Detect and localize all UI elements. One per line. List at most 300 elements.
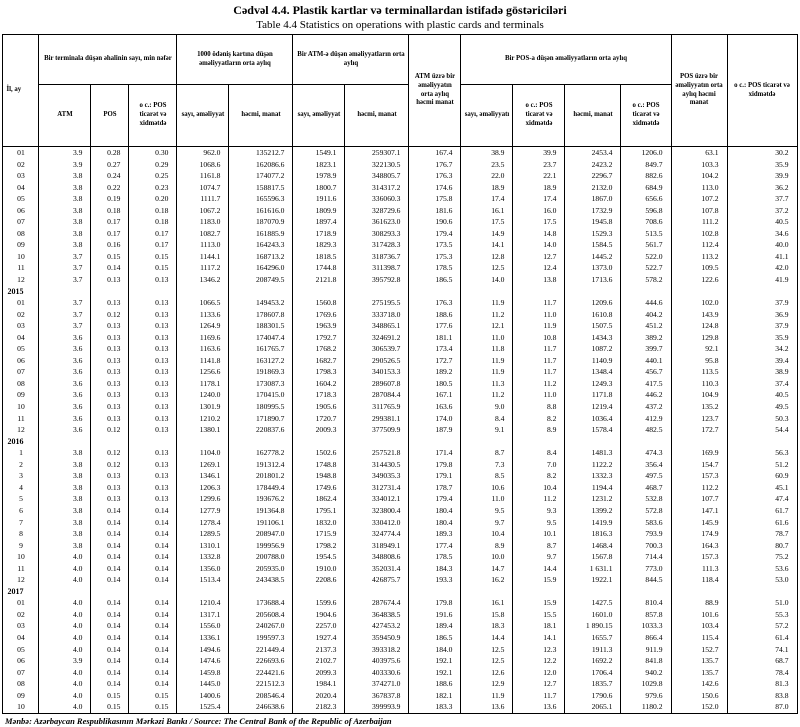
table-row — [3, 147, 797, 159]
value-cell: 189.2 — [409, 366, 461, 378]
value-cell: 23.7 — [513, 159, 565, 171]
value-cell: 340153.3 — [345, 366, 409, 378]
value-cell: 1798.3 — [293, 366, 345, 378]
value-cell: 9.5 — [461, 505, 513, 517]
value-cell: 3.9 — [39, 159, 91, 171]
value-cell: 0.14 — [129, 667, 177, 679]
value-cell: 240267.0 — [229, 620, 293, 632]
value-cell: 1310.1 — [177, 540, 229, 552]
value-cell: 1299.6 — [177, 493, 229, 505]
month-cell: 03 — [3, 320, 39, 332]
value-cell: 224421.6 — [229, 667, 293, 679]
value-cell: 12.4 — [513, 262, 565, 274]
value-cell: 1905.6 — [293, 401, 345, 413]
value-cell: 11.2 — [513, 378, 565, 390]
value-cell: 122.6 — [671, 274, 727, 286]
value-cell: 8.4 — [513, 447, 565, 459]
value-cell: 306539.7 — [345, 343, 409, 355]
value-cell: 0.18 — [129, 216, 177, 228]
header-oc-pos-terminal: o c.: POS ticarət və xidmətdə — [129, 85, 177, 147]
value-cell: 181.6 — [409, 205, 461, 217]
value-cell: 63.1 — [671, 147, 727, 159]
empty-cell — [461, 586, 513, 598]
value-cell: 15.9 — [513, 574, 565, 586]
value-cell: 53.6 — [727, 563, 797, 575]
month-cell: 11 — [3, 262, 39, 274]
value-cell: 1792.7 — [293, 332, 345, 344]
value-cell: 1832.0 — [293, 517, 345, 529]
value-cell: 3.6 — [39, 343, 91, 355]
value-cell: 1911.3 — [565, 644, 621, 656]
table-row — [3, 551, 797, 563]
value-cell: 1029.8 — [621, 678, 671, 690]
month-cell: 09 — [3, 389, 39, 401]
value-cell: 1604.2 — [293, 378, 345, 390]
empty-cell — [409, 436, 461, 448]
value-cell: 14.1 — [461, 239, 513, 251]
table-row — [3, 701, 797, 713]
value-cell: 0.12 — [91, 424, 129, 436]
value-cell: 2296.7 — [565, 170, 621, 182]
empty-cell — [513, 586, 565, 598]
value-cell: 3.7 — [39, 251, 91, 263]
value-cell: 0.15 — [129, 701, 177, 713]
value-cell: 208749.5 — [229, 274, 293, 286]
value-cell: 3.8 — [39, 182, 91, 194]
value-cell: 0.14 — [129, 540, 177, 552]
value-cell: 0.14 — [91, 609, 129, 621]
value-cell: 0.13 — [129, 401, 177, 413]
value-cell: 11.7 — [513, 343, 565, 355]
value-cell: 3.8 — [39, 205, 91, 217]
value-cell: 178.5 — [409, 262, 461, 274]
value-cell: 1356.0 — [177, 563, 229, 575]
value-cell: 158817.5 — [229, 182, 293, 194]
table-head — [3, 35, 797, 147]
value-cell: 102.8 — [671, 228, 727, 240]
value-cell: 193676.2 — [229, 493, 293, 505]
value-cell: 41.9 — [727, 274, 797, 286]
value-cell: 377509.9 — [345, 424, 409, 436]
value-cell: 0.13 — [129, 309, 177, 321]
table-row — [3, 482, 797, 494]
header-atm: ATM — [39, 85, 91, 147]
table-row — [3, 320, 797, 332]
value-cell: 113.0 — [671, 182, 727, 194]
value-cell: 417.5 — [621, 378, 671, 390]
value-cell: 0.29 — [129, 159, 177, 171]
month-cell: 4 — [3, 482, 39, 494]
value-cell: 3.8 — [39, 170, 91, 182]
value-cell: 1256.6 — [177, 366, 229, 378]
value-cell: 199956.9 — [229, 540, 293, 552]
month-cell: 11 — [3, 413, 39, 425]
value-cell: 0.13 — [91, 378, 129, 390]
value-cell: 11.2 — [461, 309, 513, 321]
value-cell: 12.9 — [461, 678, 513, 690]
value-cell: 149453.2 — [229, 297, 293, 309]
value-cell: 0.14 — [91, 574, 129, 586]
value-cell: 1289.5 — [177, 528, 229, 540]
value-cell: 22.0 — [461, 170, 513, 182]
value-cell: 0.13 — [91, 401, 129, 413]
value-cell: 34.6 — [727, 228, 797, 240]
value-cell: 88.9 — [671, 597, 727, 609]
value-cell: 1122.2 — [565, 459, 621, 471]
value-cell: 596.8 — [621, 205, 671, 217]
value-cell: 50.3 — [727, 413, 797, 425]
value-cell: 399993.9 — [345, 701, 409, 713]
value-cell: 51.2 — [727, 459, 797, 471]
value-cell: 0.12 — [91, 309, 129, 321]
value-cell: 1240.0 — [177, 389, 229, 401]
value-cell: 12.1 — [461, 320, 513, 332]
empty-cell — [621, 436, 671, 448]
value-cell: 0.14 — [129, 528, 177, 540]
empty-cell — [177, 286, 229, 298]
value-cell: 1373.0 — [565, 262, 621, 274]
value-cell: 168713.2 — [229, 251, 293, 263]
value-cell: 51.0 — [727, 597, 797, 609]
value-cell: 583.6 — [621, 517, 671, 529]
value-cell: 1206.3 — [177, 482, 229, 494]
header-pos: POS — [91, 85, 129, 147]
header-group-pos: Bir POS-a düşən əməliyyatların orta aylıq — [461, 35, 671, 85]
value-cell: 404.2 — [621, 309, 671, 321]
value-cell: 940.2 — [621, 667, 671, 679]
value-cell: 1336.1 — [177, 632, 229, 644]
value-cell: 810.4 — [621, 597, 671, 609]
value-cell: 1720.7 — [293, 413, 345, 425]
value-cell: 1513.4 — [177, 574, 229, 586]
value-cell: 446.2 — [621, 389, 671, 401]
value-cell: 393318.2 — [345, 644, 409, 656]
value-cell: 0.15 — [129, 262, 177, 274]
value-cell: 0.14 — [129, 597, 177, 609]
value-cell: 412.9 — [621, 413, 671, 425]
value-cell: 4.0 — [39, 644, 91, 656]
empty-cell — [229, 286, 293, 298]
empty-cell — [621, 286, 671, 298]
value-cell: 1113.0 — [177, 239, 229, 251]
header-oc-last: o c.: POS ticarət və xidmətdə — [727, 35, 797, 147]
value-cell: 191.6 — [409, 609, 461, 621]
value-cell: 1910.0 — [293, 563, 345, 575]
table-row — [3, 690, 797, 702]
value-cell: 1183.0 — [177, 216, 229, 228]
value-cell: 1904.6 — [293, 609, 345, 621]
value-cell: 176.3 — [409, 170, 461, 182]
value-cell: 1210.4 — [177, 597, 229, 609]
value-cell: 318949.1 — [345, 540, 409, 552]
month-cell: 12 — [3, 424, 39, 436]
value-cell: 3.6 — [39, 366, 91, 378]
value-cell: 684.9 — [621, 182, 671, 194]
value-cell: 348865.1 — [345, 320, 409, 332]
value-cell: 243438.5 — [229, 574, 293, 586]
value-cell: 3.8 — [39, 528, 91, 540]
value-cell: 17.5 — [513, 216, 565, 228]
value-cell: 0.13 — [129, 320, 177, 332]
value-cell: 180.4 — [409, 505, 461, 517]
empty-cell — [727, 586, 797, 598]
value-cell: 14.0 — [513, 239, 565, 251]
value-cell: 0.14 — [129, 517, 177, 529]
value-cell: 123.7 — [671, 413, 727, 425]
value-cell: 8.2 — [513, 413, 565, 425]
empty-cell — [671, 286, 727, 298]
value-cell: 1082.7 — [177, 228, 229, 240]
value-cell: 14.8 — [513, 228, 565, 240]
value-cell: 1945.8 — [565, 216, 621, 228]
value-cell: 95.8 — [671, 355, 727, 367]
value-cell: 183.3 — [409, 701, 461, 713]
header-oc-pos-sayi: o c.: POS ticarət və xidmətdə — [513, 85, 565, 147]
value-cell: 3.7 — [39, 297, 91, 309]
value-cell: 0.13 — [91, 493, 129, 505]
value-cell: 311398.7 — [345, 262, 409, 274]
month-cell: 03 — [3, 620, 39, 632]
value-cell: 1556.0 — [177, 620, 229, 632]
value-cell: 152.7 — [671, 644, 727, 656]
value-cell: 10.1 — [513, 528, 565, 540]
value-cell: 104.9 — [671, 389, 727, 401]
value-cell: 0.13 — [129, 470, 177, 482]
month-cell: 07 — [3, 216, 39, 228]
value-cell: 1749.6 — [293, 482, 345, 494]
value-cell: 10.0 — [461, 551, 513, 563]
value-cell: 0.13 — [91, 366, 129, 378]
value-cell: 0.13 — [129, 424, 177, 436]
value-cell: 186.5 — [409, 274, 461, 286]
value-cell: 11.0 — [513, 309, 565, 321]
value-cell: 75.2 — [727, 551, 797, 563]
value-cell: 78.7 — [727, 528, 797, 540]
empty-cell — [91, 436, 129, 448]
value-cell: 192.1 — [409, 667, 461, 679]
value-cell: 14.0 — [461, 274, 513, 286]
value-cell: 22.1 — [513, 170, 565, 182]
value-cell: 1601.0 — [565, 609, 621, 621]
value-cell: 0.14 — [129, 644, 177, 656]
value-cell: 173.4 — [409, 343, 461, 355]
month-cell: 12 — [3, 274, 39, 286]
value-cell: 154.7 — [671, 459, 727, 471]
value-cell: 2102.7 — [293, 655, 345, 667]
value-cell: 0.13 — [129, 447, 177, 459]
value-cell: 11.7 — [513, 297, 565, 309]
value-cell: 3.6 — [39, 389, 91, 401]
value-cell: 349035.3 — [345, 470, 409, 482]
value-cell: 162778.2 — [229, 447, 293, 459]
value-cell: 37.2 — [727, 205, 797, 217]
table-row — [3, 597, 797, 609]
value-cell: 192.1 — [409, 655, 461, 667]
table-row — [3, 459, 797, 471]
value-cell: 179.4 — [409, 493, 461, 505]
empty-cell — [39, 286, 91, 298]
value-cell: 11.0 — [513, 389, 565, 401]
value-cell: 0.13 — [91, 355, 129, 367]
value-cell: 124.8 — [671, 320, 727, 332]
value-cell: 180.5 — [409, 378, 461, 390]
value-cell: 2020.4 — [293, 690, 345, 702]
value-cell: 1445.2 — [565, 251, 621, 263]
empty-cell — [129, 586, 177, 598]
value-cell: 80.7 — [727, 540, 797, 552]
value-cell: 38.9 — [461, 147, 513, 159]
value-cell: 1445.0 — [177, 678, 229, 690]
value-cell: 150.6 — [671, 690, 727, 702]
value-cell: 1610.8 — [565, 309, 621, 321]
value-cell: 1301.9 — [177, 401, 229, 413]
month-cell: 10 — [3, 551, 39, 563]
value-cell: 189.4 — [409, 620, 461, 632]
value-cell: 184.3 — [409, 563, 461, 575]
table-row — [3, 182, 797, 194]
table-row — [3, 193, 797, 205]
value-cell: 189.3 — [409, 528, 461, 540]
value-cell: 1835.7 — [565, 678, 621, 690]
value-cell: 1502.6 — [293, 447, 345, 459]
value-cell: 1494.6 — [177, 644, 229, 656]
value-cell: 35.9 — [727, 159, 797, 171]
year-label: 2016 — [3, 436, 39, 448]
value-cell: 11.9 — [461, 297, 513, 309]
value-cell: 16.1 — [461, 205, 513, 217]
month-cell: 5 — [3, 493, 39, 505]
value-cell: 8.9 — [461, 540, 513, 552]
value-cell: 162086.6 — [229, 159, 293, 171]
value-cell: 1829.3 — [293, 239, 345, 251]
empty-cell — [409, 286, 461, 298]
value-cell: 186.5 — [409, 632, 461, 644]
month-cell: 1 — [3, 447, 39, 459]
value-cell: 451.2 — [621, 320, 671, 332]
value-cell: 187070.9 — [229, 216, 293, 228]
month-cell: 08 — [3, 678, 39, 690]
value-cell: 3.8 — [39, 505, 91, 517]
value-cell: 49.5 — [727, 401, 797, 413]
value-cell: 3.6 — [39, 401, 91, 413]
month-cell: 09 — [3, 690, 39, 702]
value-cell: 1584.5 — [565, 239, 621, 251]
month-cell: 06 — [3, 655, 39, 667]
value-cell: 2257.0 — [293, 620, 345, 632]
value-cell: 9.7 — [513, 551, 565, 563]
value-cell: 1117.2 — [177, 262, 229, 274]
value-cell: 4.0 — [39, 678, 91, 690]
value-cell: 367837.8 — [345, 690, 409, 702]
value-cell: 1692.2 — [565, 655, 621, 667]
value-cell: 1769.6 — [293, 309, 345, 321]
header-sayi-kart1000: sayı, əməliyyat — [177, 85, 229, 147]
value-cell: 0.13 — [129, 459, 177, 471]
value-cell: 1332.3 — [565, 470, 621, 482]
value-cell: 1399.2 — [565, 505, 621, 517]
empty-cell — [293, 436, 345, 448]
value-cell: 1682.7 — [293, 355, 345, 367]
value-cell: 172.7 — [671, 424, 727, 436]
value-cell: 74.1 — [727, 644, 797, 656]
value-cell: 844.5 — [621, 574, 671, 586]
value-cell: 57.2 — [727, 620, 797, 632]
value-cell: 1194.4 — [565, 482, 621, 494]
table-row — [3, 378, 797, 390]
value-cell: 1209.6 — [565, 297, 621, 309]
table-row — [3, 609, 797, 621]
value-cell: 359450.9 — [345, 632, 409, 644]
value-cell: 911.9 — [621, 644, 671, 656]
month-cell: 02 — [3, 159, 39, 171]
value-cell: 115.4 — [671, 632, 727, 644]
value-cell: 4.0 — [39, 667, 91, 679]
value-cell: 161765.7 — [229, 343, 293, 355]
value-cell: 174.9 — [671, 528, 727, 540]
header-hecmi-atm: həcmi, manat — [345, 85, 409, 147]
value-cell: 314430.5 — [345, 459, 409, 471]
table-row — [3, 401, 797, 413]
value-cell: 104.2 — [671, 170, 727, 182]
value-cell: 0.14 — [129, 574, 177, 586]
value-cell: 147.1 — [671, 505, 727, 517]
table-row — [3, 447, 797, 459]
value-cell: 0.14 — [129, 620, 177, 632]
value-cell: 174047.4 — [229, 332, 293, 344]
table-row — [3, 228, 797, 240]
table-row — [3, 470, 797, 482]
value-cell: 0.14 — [91, 644, 129, 656]
value-cell: 15.8 — [461, 609, 513, 621]
value-cell: 14.7 — [461, 563, 513, 575]
value-cell: 164.3 — [671, 540, 727, 552]
value-cell: 0.13 — [91, 332, 129, 344]
value-cell: 1862.4 — [293, 493, 345, 505]
value-cell: 3.7 — [39, 320, 91, 332]
value-cell: 205935.0 — [229, 563, 293, 575]
value-cell: 328729.6 — [345, 205, 409, 217]
header-hecmi-kart1000: həcmi, manat — [229, 85, 293, 147]
value-cell: 14.4 — [461, 632, 513, 644]
value-cell: 395792.8 — [345, 274, 409, 286]
value-cell: 176.3 — [409, 297, 461, 309]
value-cell: 54.4 — [727, 424, 797, 436]
value-cell: 0.15 — [129, 690, 177, 702]
month-cell: 06 — [3, 355, 39, 367]
value-cell: 201801.2 — [229, 470, 293, 482]
empty-cell — [461, 436, 513, 448]
value-cell: 1748.8 — [293, 459, 345, 471]
value-cell: 1210.2 — [177, 413, 229, 425]
value-cell: 191364.8 — [229, 505, 293, 517]
value-cell: 1468.4 — [565, 540, 621, 552]
month-cell: 9 — [3, 540, 39, 552]
month-cell: 6 — [3, 505, 39, 517]
month-cell: 09 — [3, 239, 39, 251]
value-cell: 308293.3 — [345, 228, 409, 240]
value-cell: 1911.6 — [293, 193, 345, 205]
value-cell: 0.15 — [91, 251, 129, 263]
value-cell: 0.22 — [91, 182, 129, 194]
value-cell: 13.6 — [513, 701, 565, 713]
value-cell: 0.16 — [91, 239, 129, 251]
value-cell: 9.5 — [513, 517, 565, 529]
value-cell: 47.4 — [727, 493, 797, 505]
value-cell: 208546.4 — [229, 690, 293, 702]
value-cell: 572.8 — [621, 505, 671, 517]
value-cell: 11.2 — [513, 493, 565, 505]
table-row — [3, 355, 797, 367]
